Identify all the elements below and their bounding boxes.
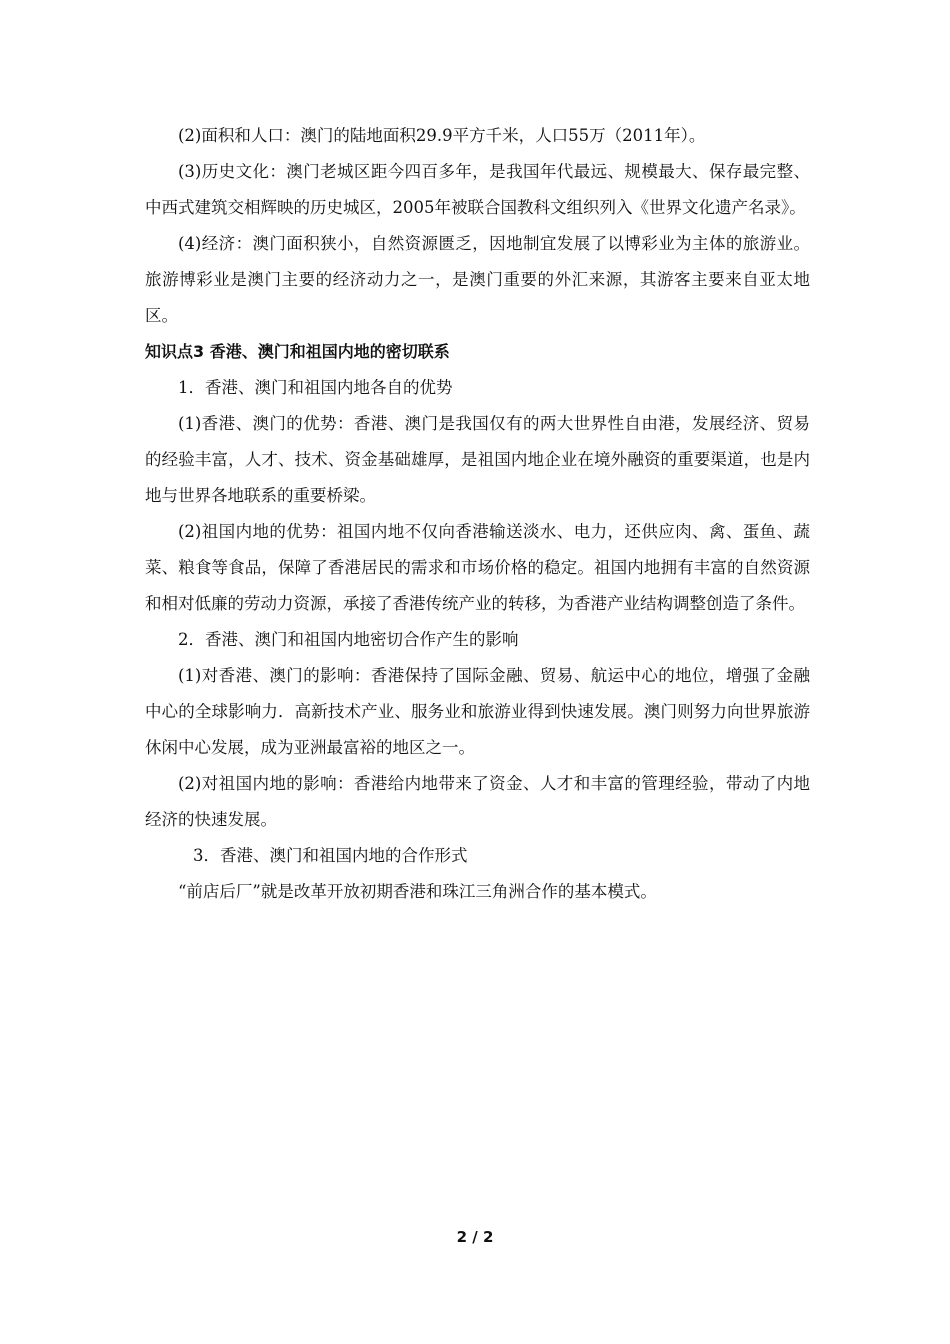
knowledge-point-heading: 知识点3 香港、澳门和祖国内地的密切联系 <box>145 342 450 361</box>
document-body <box>145 118 810 910</box>
section-2-paragraph-1: (1)对香港、澳门的影响：香港保持了国际金融、贸易、航运中心的地位，增强了金融中心的全球影响力．高新技术产业、服务业和旅游业得到快速发展。澳门则努力向世界旅游休闲中心发展，成为亚洲最富裕的地区之一。 <box>145 666 810 757</box>
paragraph-area-population: (2)面积和人口：澳门的陆地面积29.9平方千米，人口55万（2011年）。 <box>178 126 706 145</box>
section-2-title: 2．香港、澳门和祖国内地密切合作产生的影响 <box>178 630 519 649</box>
section-1-title: 1．香港、澳门和祖国内地各自的优势 <box>178 378 453 397</box>
page-number: 2 / 2 <box>456 1228 494 1246</box>
section-3-title: 3．香港、澳门和祖国内地的合作形式 <box>193 846 468 865</box>
paragraph-economy: (4)经济：澳门面积狭小，自然资源匮乏，因地制宜发展了以博彩业为主体的旅游业。旅游博彩业是澳门主要的经济动力之一，是澳门重要的外汇来源，其游客主要来自亚太地区。 <box>145 234 810 325</box>
section-2-paragraph-2: (2)对祖国内地的影响：香港给内地带来了资金、人才和丰富的管理经验，带动了内地经济的快速发展。 <box>145 774 810 829</box>
section-1-paragraph-1: (1)香港、澳门的优势：香港、澳门是我国仅有的两大世界性自由港，发展经济、贸易的经验丰富，人才、技术、资金基础雄厚，是祖国内地企业在境外融资的重要渠道，也是内地与世界各地联系的重要桥梁。 <box>145 414 810 505</box>
paragraph-history-culture: (3)历史文化：澳门老城区距今四百多年，是我国年代最远、规模最大、保存最完整、中西式建筑交相辉映的历史城区，2005年被联合国教科文组织列入《世界文化遗产名录》。 <box>145 162 810 217</box>
section-3-paragraph-1: “前店后厂”就是改革开放初期香港和珠江三角洲合作的基本模式。 <box>178 882 657 901</box>
section-1-paragraph-2: (2)祖国内地的优势：祖国内地不仅向香港输送淡水、电力，还供应肉、禽、蛋鱼、蔬菜、粮食等食品，保障了香港居民的需求和市场价格的稳定。祖国内地拥有丰富的自然资源和相对低廉的劳动力资源，承接了香港传统产业的转移，为香港产业结构调整创造了条件。 <box>145 522 810 613</box>
